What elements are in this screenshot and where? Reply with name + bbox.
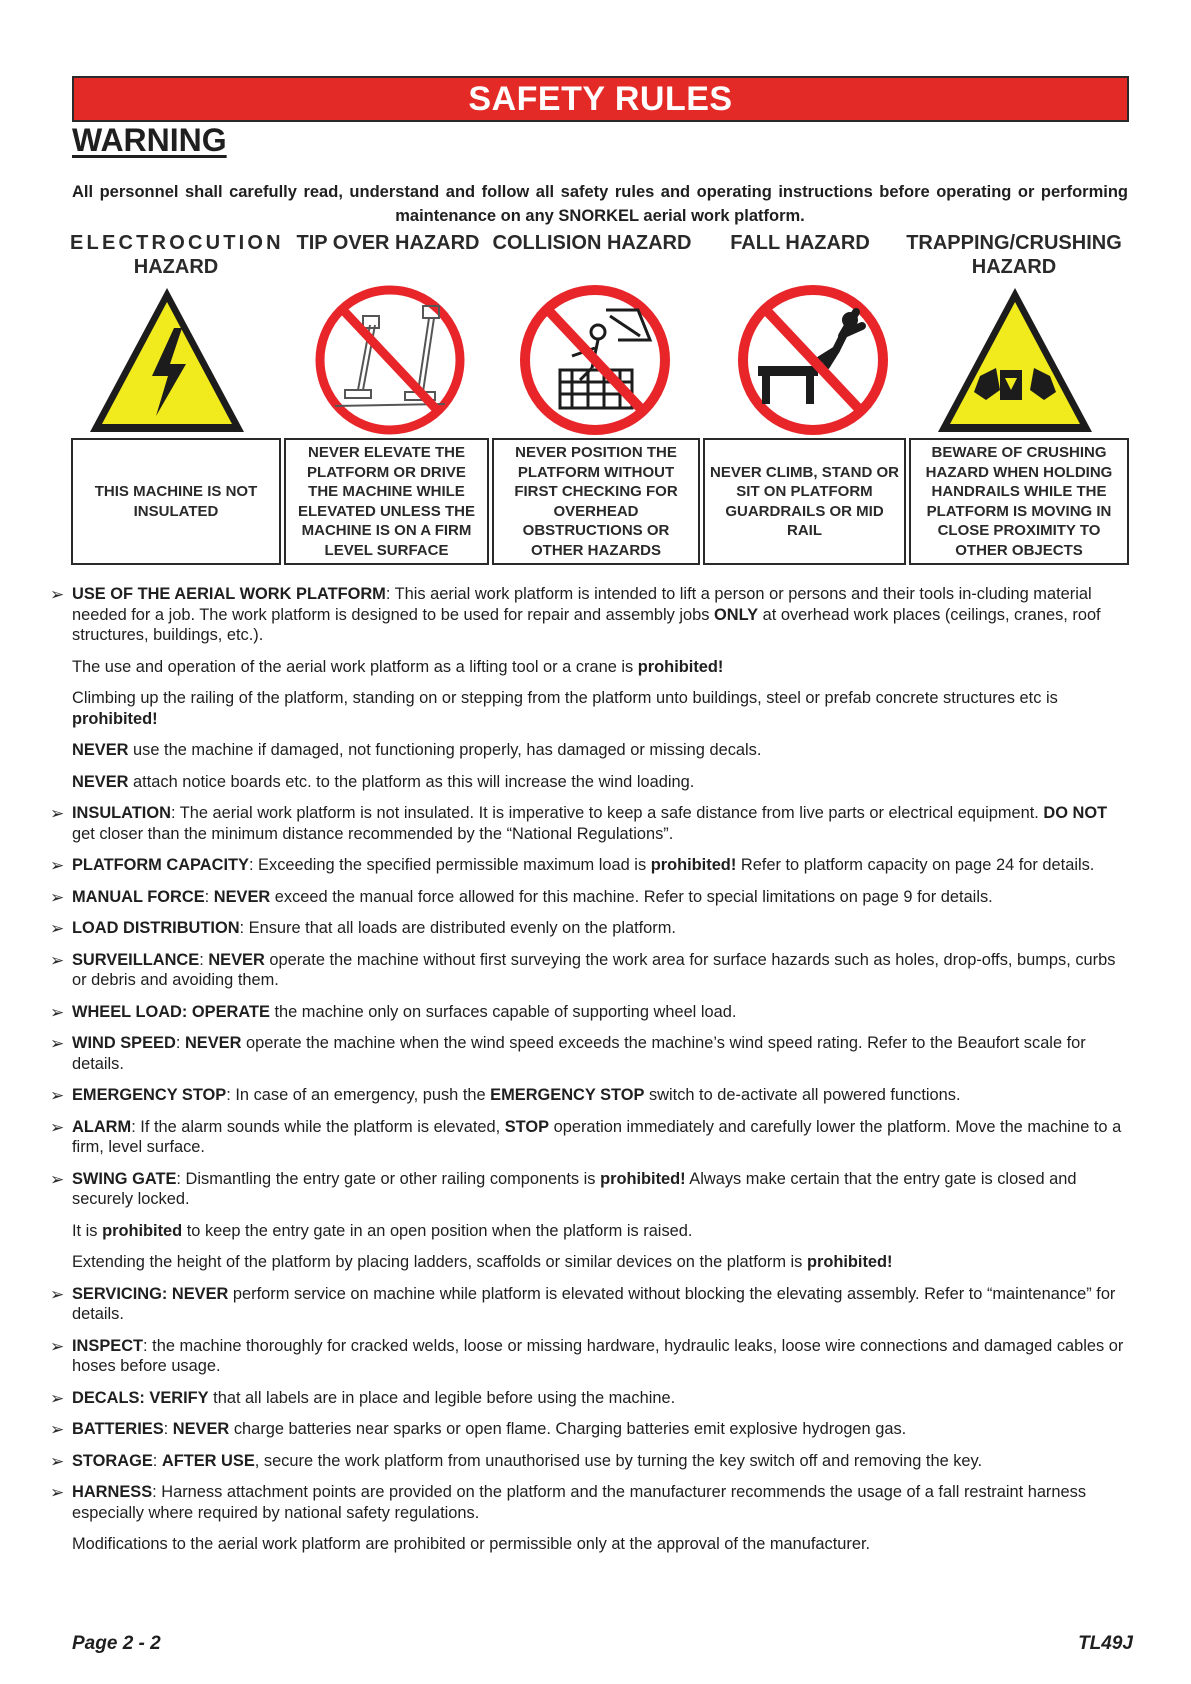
rule-capacity: ➢ PLATFORM CAPACITY: Exceeding the specified permissible maximum load is prohibited! Refer to platform capacity on page 24 for details. [50,856,1095,875]
arrow-bullet-icon: ➢ [50,1420,65,1439]
rules-list [50,584,1130,1566]
arrow-bullet-icon: ➢ [50,1336,65,1356]
arrow-bullet-icon: ➢ [50,1034,65,1053]
caption-crushing: BEWARE OF CRUSHING HAZARD WHEN HOLDING HANDRAILS WHILE THE PLATFORM IS MOVING IN CLOSE PROXIMITY TO OTHER OBJECTS [909,438,1129,565]
rule-paragraph: NEVER use the machine if damaged, not functioning properly, has damaged or missing decals. [72,741,762,759]
electrocution-warning-icon [82,280,252,440]
rule-use: ➢ USE OF THE AERIAL WORK PLATFORM: This aerial work platform is intended to lift a person or persons and their tools in-cluding material needed for a job. The work platform is designed to be used for repair and assembly jobs ONLY at overhead work places (ceilings, cranes, roof structures, buildings, etc.). [50,585,1101,644]
fall-prohibition-icon [728,280,898,440]
arrow-bullet-icon: ➢ [50,950,65,970]
safety-rules-banner: SAFETY RULES [72,76,1129,122]
arrow-bullet-icon: ➢ [50,887,65,907]
crushing-warning-icon [930,280,1100,440]
arrow-bullet-icon: ➢ [50,804,65,823]
caption-fall: NEVER CLIMB, STAND OR SIT ON PLATFORM GUARDRAILS OR MID RAIL [703,438,906,565]
hazard-title-fall: FALL HAZARD [730,232,870,254]
hazard-title-collision: COLLISION HAZARD [492,232,692,254]
caption-not-insulated: THIS MACHINE IS NOT INSULATED [71,438,281,565]
model-number: TL49J [1078,1633,1133,1654]
rule-wheel-load: ➢ WHEEL LOAD: OPERATE the machine only on surfaces capable of supporting wheel load. [50,1002,737,1022]
page-number: Page 2 - 2 [72,1633,161,1654]
caption-collision: NEVER POSITION THE PLATFORM WITHOUT FIRST CHECKING FOR OVERHEAD OBSTRUCTIONS OR OTHER HAZARDS [492,438,700,565]
rule-storage: ➢ STORAGE: AFTER USE, secure the work platform from unauthorised use by turning the key switch off and removing the key. [50,1451,983,1471]
rule-paragraph: It is prohibited to keep the entry gate in an open position when the platform is raised. [72,1221,693,1240]
rule-wind-speed: ➢ WIND SPEED: NEVER operate the machine when the wind speed exceeds the machine’s wind speed rating. Refer to the Beaufort scale for details. [50,1034,1086,1073]
rule-paragraph: NEVER attach notice boards etc. to the platform as this will increase the wind loading. [72,772,695,791]
warning-heading: WARNING [72,122,227,158]
rule-harness: ➢ HARNESS: Harness attachment points are provided on the platform and the manufacturer recommends the usage of a fall restraint harness especially where required by national safety regulations. [50,1483,1087,1522]
rule-paragraph: The use and operation of the aerial work platform as a lifting tool or a crane is prohibited! [72,657,724,676]
arrow-bullet-icon: ➢ [50,1388,65,1408]
intro-text: All personnel shall carefully read, understand and follow all safety rules and operating instructions before operating or performing maintenance on any SNORKEL aerial work platform. [72,183,1128,225]
rule-paragraph: Climbing up the railing of the platform, standing on or stepping from the platform unto buildings, steel or prefab concrete structures etc is prohibited! [72,689,1058,728]
arrow-bullet-icon: ➢ [50,1002,65,1022]
arrow-bullet-icon: ➢ [50,1284,65,1304]
arrow-bullet-icon: ➢ [50,919,65,938]
tip-over-prohibition-icon [305,280,475,440]
hazard-title-electrocution: ELECTROCUTION HAZARD [70,232,284,278]
rule-emergency-stop: ➢ EMERGENCY STOP: In case of an emergency, push the EMERGENCY STOP switch to de-activate all powered functions. [50,1086,961,1105]
hazard-title-tip-over: TIP OVER HAZARD [296,232,480,254]
arrow-bullet-icon: ➢ [50,1117,65,1137]
rule-batteries: ➢ BATTERIES: NEVER charge batteries near sparks or open flame. Charging batteries emit explosive hydrogen gas. [50,1420,907,1439]
rule-inspect: ➢ INSPECT: the machine thoroughly for cracked welds, loose or missing hardware, hydraulic leaks, loose wire connections and damaged cables or hoses before usage. [50,1336,1124,1375]
arrow-bullet-icon: ➢ [50,1169,65,1189]
rule-manual-force: ➢ MANUAL FORCE: NEVER exceed the manual force allowed for this machine. Refer to special limitations on page 9 for details. [50,887,993,907]
arrow-bullet-icon: ➢ [50,1483,65,1502]
arrow-bullet-icon: ➢ [50,585,65,604]
rule-paragraph: Modifications to the aerial work platform are prohibited or permissible only at the approval of the manufacturer. [72,1535,871,1553]
rule-insulation: ➢ INSULATION: The aerial work platform is not insulated. It is imperative to keep a safe distance from live parts or electrical equipment. DO NOT get closer than the minimum distance recommended by the “National Regulations”. [50,804,1108,843]
rule-alarm: ➢ ALARM: If the alarm sounds while the platform is elevated, STOP operation immediately and carefully lower the platform. Move the machine to a firm, level surface. [50,1117,1122,1156]
arrow-bullet-icon: ➢ [50,856,65,875]
rule-paragraph: Extending the height of the platform by placing ladders, scaffolds or similar devices on the platform is prohibited! [72,1253,893,1271]
hazard-title-trapping: TRAPPING/CRUSHING HAZARD [906,232,1122,278]
rule-decals: ➢ DECALS: VERIFY that all labels are in place and legible before using the machine. [50,1388,676,1408]
collision-prohibition-icon [510,280,680,440]
rule-load-distribution: ➢ LOAD DISTRIBUTION: Ensure that all loads are distributed evenly on the platform. [50,919,676,938]
rule-servicing: ➢ SERVICING: NEVER perform service on machine while platform is elevated without blocking the elevating assembly. Refer to “maintenance” for details. [50,1284,1116,1323]
caption-tip-over: NEVER ELEVATE THE PLATFORM OR DRIVE THE MACHINE WHILE ELEVATED UNLESS THE MACHINE IS ON A FIRM LEVEL SURFACE [284,438,489,565]
arrow-bullet-icon: ➢ [50,1086,65,1105]
rule-swing-gate: ➢ SWING GATE: Dismantling the entry gate or other railing components is prohibited! Always make certain that the entry gate is closed and securely locked. [50,1169,1077,1208]
rule-surveillance: ➢ SURVEILLANCE: NEVER operate the machine without first surveying the work area for surface hazards such as holes, drop-offs, bumps, curbs or debris and avoiding them. [50,950,1116,989]
arrow-bullet-icon: ➢ [50,1451,65,1471]
